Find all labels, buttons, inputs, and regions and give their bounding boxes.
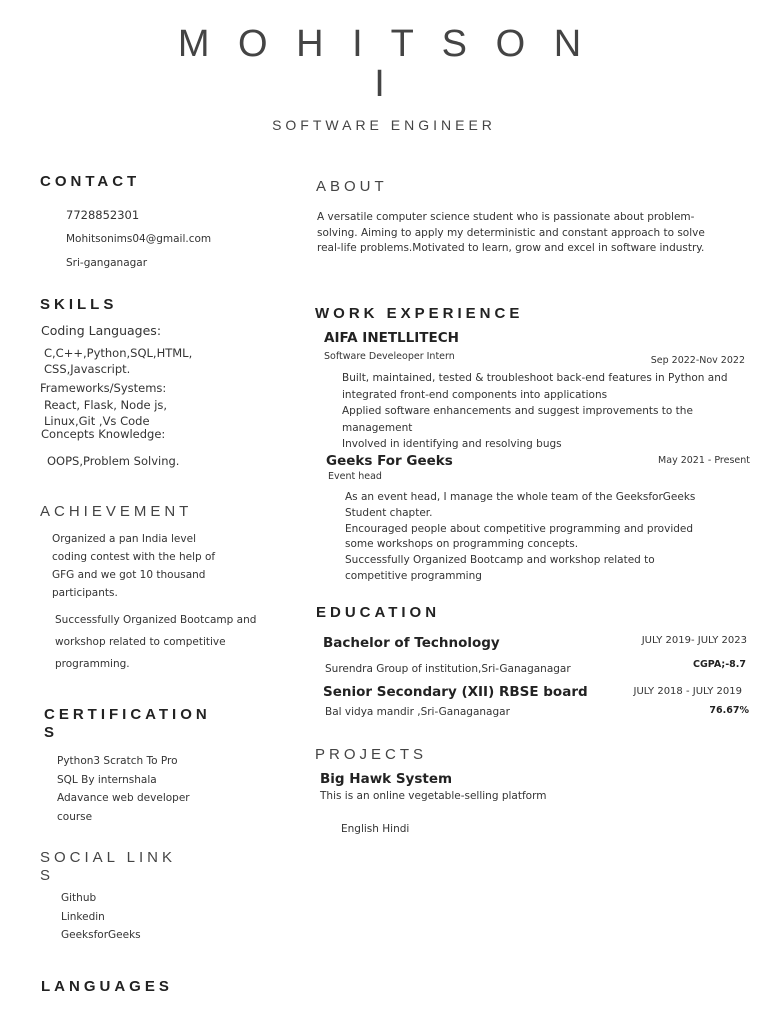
skills-concepts-label: Concepts Knowledge:	[41, 427, 166, 441]
achievement-item-1: Organized a pan India level coding contest with the help of GFG and we got 10 thousand participants.	[52, 533, 216, 599]
job-1-bullets	[342, 370, 752, 453]
social-link-linkedin[interactable]: Linkedin	[61, 910, 105, 923]
skills-frameworks-value: React, Flask, Node js, Linux,Git ,Vs Code	[44, 398, 168, 428]
about-heading: ABOUT	[316, 178, 388, 195]
languages-value: English Hindi	[341, 823, 410, 835]
contact-heading: CONTACT	[40, 173, 141, 190]
contact-location: Sri-ganganagar	[66, 257, 148, 269]
resume-name	[0, 24, 768, 104]
languages-heading: LANGUAGES	[41, 978, 173, 995]
project-1-desc: This is an online vegetable-selling platform	[320, 790, 547, 802]
contact-phone: 7728852301	[66, 208, 140, 222]
edu-2-score: 76.67%	[709, 705, 749, 716]
achievement-heading: ACHIEVEMENT	[40, 503, 193, 520]
certification-item: Adavance web developer course	[57, 792, 190, 823]
job-1-dates: Sep 2022-Nov 2022	[650, 355, 745, 366]
social-heading-line-2: S	[40, 867, 55, 884]
social-heading-line-1: SOCIAL LINK	[40, 849, 176, 866]
social-links-list	[61, 889, 141, 945]
projects-heading: PROJECTS	[315, 746, 428, 763]
edu-1-score: CGPA;-8.7	[693, 659, 746, 670]
certification-item: SQL By internshala	[57, 773, 157, 786]
job-1-company: AIFA INETLLITECH	[324, 330, 459, 346]
about-text: A versatile computer science student who is passionate about problem-solving. Aiming to apply my deterministic and constant approach to solve real-life problems.Motivated to learn, grow and excel in software industry.	[317, 211, 705, 254]
job-title: SOFTWARE ENGINEER	[272, 117, 496, 133]
skills-concepts-value: OOPS,Problem Solving.	[47, 454, 180, 468]
edu-2-school: Bal vidya mandir ,Sri-Ganaganagar	[325, 706, 510, 718]
edu-1-dates: JULY 2019- JULY 2023	[641, 635, 747, 646]
name-line-1: M O H I T S O N	[177, 23, 591, 65]
name-line-2: I	[374, 63, 394, 105]
social-link-geeksforgeeks[interactable]: GeeksforGeeks	[61, 929, 141, 941]
certification-heading-line-2: S	[44, 724, 59, 741]
skills-frameworks-label: Frameworks/Systems:	[40, 381, 167, 395]
contact-email: Mohitsonims04@gmail.com	[66, 233, 212, 245]
education-heading: EDUCATION	[316, 604, 441, 621]
certification-item: Python3 Scratch To Pro	[57, 755, 178, 767]
job-2-company: Geeks For Geeks	[326, 453, 453, 469]
skills-coding-label: Coding Languages:	[41, 323, 162, 338]
certification-heading-line-1: CERTIFICATION	[44, 706, 211, 723]
job-2-bullet: As an event head, I manage the whole team of the GeeksforGeeks Student chapter.	[345, 491, 696, 519]
job-1-bullet: Built, maintained, tested & troubleshoot back-end features in Python and integrated front-end components into applications	[342, 372, 728, 401]
edu-1-degree: Bachelor of Technology	[323, 635, 500, 651]
edu-1-school: Surendra Group of institution,Sri-Ganaganagar	[325, 663, 571, 675]
skills-coding-value: C,C++,Python,SQL,HTML, CSS,Javascript.	[44, 346, 193, 376]
work-heading: WORK EXPERIENCE	[315, 305, 524, 322]
certification-heading	[44, 706, 211, 742]
achievement-item-2: Successfully Organized Bootcamp and workshop related to competitive programming.	[55, 614, 257, 670]
edu-2-dates: JULY 2018 - JULY 2019	[633, 686, 742, 697]
job-1-bullet: Applied software enhancements and suggest improvements to the management	[342, 405, 693, 434]
job-2-dates: May 2021 - Present	[658, 455, 750, 466]
job-2-role: Event head	[328, 471, 382, 482]
job-2-bullet: Encouraged people about competitive programming and provided some workshops on programming concepts.	[345, 522, 694, 551]
edu-2-degree: Senior Secondary (XII) RBSE board	[323, 684, 588, 700]
job-1-role: Software Develeoper Intern	[324, 351, 455, 362]
project-1-title: Big Hawk System	[320, 771, 453, 787]
certification-list	[57, 752, 207, 826]
social-link-github[interactable]: Github	[61, 892, 97, 904]
job-1-bullet: Involved in identifying and resolving bugs	[342, 438, 562, 450]
social-links-heading	[40, 849, 176, 885]
job-2-bullet: Successfully Organized Bootcamp and workshop related to competitive programming	[345, 554, 655, 582]
job-2-bullets	[345, 490, 720, 585]
skills-heading: SKILLS	[40, 296, 118, 313]
